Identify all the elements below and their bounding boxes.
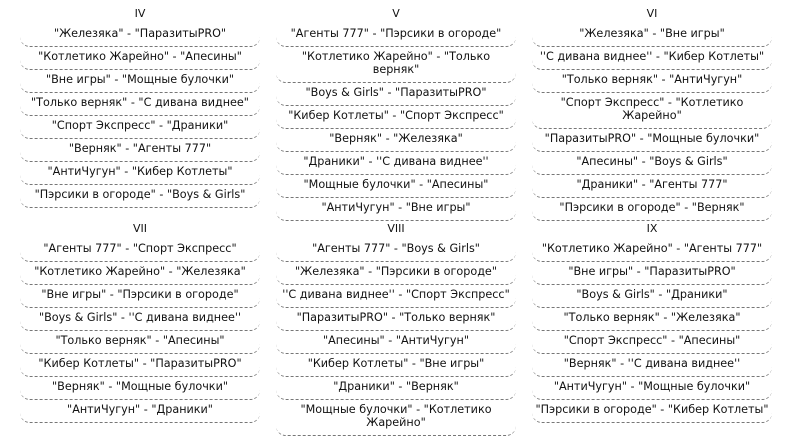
match-item: "Котлетико Жарейно" - "Агенты 777" bbox=[532, 240, 772, 262]
match-item: "Только верняк" - "Железяка" bbox=[532, 309, 772, 331]
round-title: V bbox=[392, 7, 400, 20]
match-item: "Спорт Экспресс" - "Котлетико Жарейно" bbox=[532, 94, 772, 129]
match-item: "Железяка" - "Вне игры" bbox=[532, 25, 772, 47]
match-item: "Агенты 777" - "Boys & Girls" bbox=[276, 240, 516, 262]
match-item: "Драники" - "Верняк" bbox=[276, 378, 516, 400]
match-item: "Апесины" - "Boys & Girls" bbox=[532, 153, 772, 175]
round-title: IX bbox=[646, 222, 658, 235]
round-ix bbox=[532, 222, 772, 424]
match-item: "Кибер Котлеты" - "Вне игры" bbox=[276, 355, 516, 377]
match-item: "Мощные булочки" - "Апесины" bbox=[276, 176, 516, 198]
match-item: "АнтиЧугун" - "Кибер Котлеты" bbox=[20, 163, 260, 185]
round-title: VI bbox=[646, 7, 658, 20]
match-item: "Вне игры" - "Мощные булочки" bbox=[20, 71, 260, 93]
round-iv bbox=[20, 7, 260, 209]
match-item: "ПаразитыPRO" - "Только верняк" bbox=[276, 309, 516, 331]
round-viii bbox=[276, 222, 516, 437]
match-item: "Спорт Экспресс" - "Драники" bbox=[20, 117, 260, 139]
match-item: "АнтиЧугун" - "Вне игры" bbox=[276, 199, 516, 221]
match-item: "Пэрсики в огороде" - "Boys & Girls" bbox=[20, 186, 260, 208]
match-item: "Верняк" - ''С дивана виднее'' bbox=[532, 355, 772, 377]
round-vii bbox=[20, 222, 260, 424]
match-item: "Только верняк" - "АнтиЧугун" bbox=[532, 71, 772, 93]
match-item: "Котлетико Жарейно" - "Только верняк" bbox=[276, 48, 516, 83]
match-item: "Верняк" - "Мощные булочки" bbox=[20, 378, 260, 400]
match-item: "Верняк" - "Агенты 777" bbox=[20, 140, 260, 162]
round-v bbox=[276, 7, 516, 222]
round-title: VIII bbox=[387, 222, 405, 235]
match-item: "Только верняк" - "Апесины" bbox=[20, 332, 260, 354]
match-item: "Кибер Котлеты" - "Спорт Экспресс" bbox=[276, 107, 516, 129]
match-item: "Вне игры" - "ПаразитыPRO" bbox=[532, 263, 772, 285]
match-item: "Boys & Girls" - "Драники" bbox=[532, 286, 772, 308]
match-item: "Только верняк" - "С дивана виднее" bbox=[20, 94, 260, 116]
match-item: "АнтиЧугун" - "Драники" bbox=[20, 401, 260, 423]
match-item: "Boys & Girls" - ''С дивана виднее'' bbox=[20, 309, 260, 331]
match-item: "Драники" - "Агенты 777" bbox=[532, 176, 772, 198]
match-item: "Апесины" - "АнтиЧугун" bbox=[276, 332, 516, 354]
match-item: "ПаразитыPRO" - "Мощные булочки" bbox=[532, 130, 772, 152]
match-item: "АнтиЧугун" - "Мощные булочки" bbox=[532, 378, 772, 400]
match-item: "Драники" - ''С дивана виднее'' bbox=[276, 153, 516, 175]
round-vi bbox=[532, 7, 772, 222]
match-item: "Агенты 777" - "Пэрсики в огороде" bbox=[276, 25, 516, 47]
match-item: ''С дивана виднее'' - "Спорт Экспресс" bbox=[276, 286, 516, 308]
round-title: IV bbox=[134, 7, 146, 20]
match-item: "Пэрсики в огороде" - "Верняк" bbox=[532, 199, 772, 221]
match-item: "Мощные булочки" - "Котлетико Жарейно" bbox=[276, 401, 516, 436]
round-title: VII bbox=[132, 222, 147, 235]
match-item: "Пэрсики в огороде" - "Кибер Котлеты" bbox=[532, 401, 772, 423]
match-item: "Спорт Экспресс" - "Апесины" bbox=[532, 332, 772, 354]
match-item: "Котлетико Жарейно" - "Железяка" bbox=[20, 263, 260, 285]
match-item: "Boys & Girls" - "ПаразитыPRO" bbox=[276, 84, 516, 106]
match-item: "Железяка" - "ПаразитыPRO" bbox=[20, 25, 260, 47]
match-item: "Вне игры" - "Пэрсики в огороде" bbox=[20, 286, 260, 308]
match-item: "Кибер Котлеты" - "ПаразитыPRO" bbox=[20, 355, 260, 377]
match-item: "Верняк" - "Железяка" bbox=[276, 130, 516, 152]
match-item: ''С дивана виднее'' - "Кибер Котлеты" bbox=[532, 48, 772, 70]
match-item: "Агенты 777" - "Спорт Экспресс" bbox=[20, 240, 260, 262]
match-item: "Котлетико Жарейно" - "Апесины" bbox=[20, 48, 260, 70]
match-item: "Железяка" - "Пэрсики в огороде" bbox=[276, 263, 516, 285]
